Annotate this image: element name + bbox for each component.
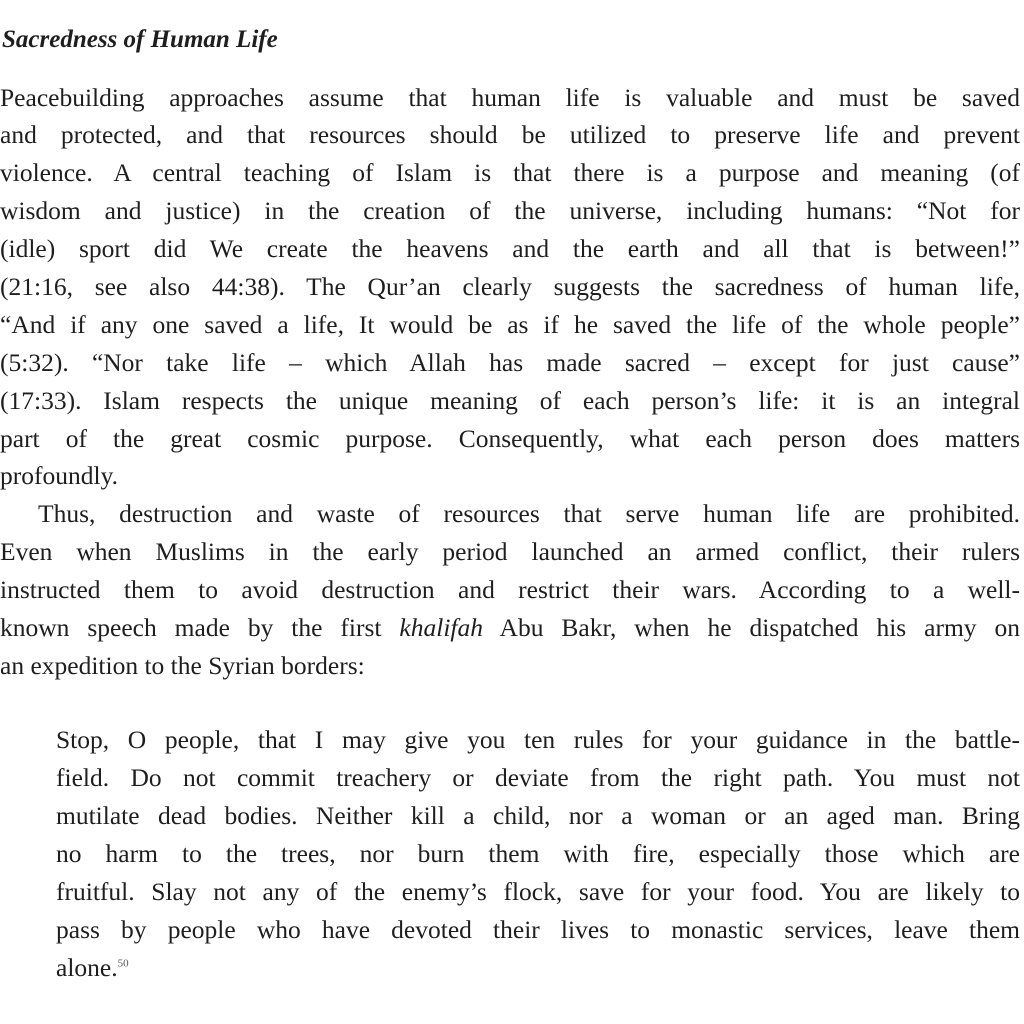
quote-line: field. Do not commit treachery or deviate from the right path. You must not bbox=[56, 763, 1020, 792]
quote-line: no harm to the trees, nor burn them with fire, especially those which are bbox=[56, 839, 1020, 868]
paragraph-line bbox=[0, 609, 1020, 647]
paragraph-line: Even when Muslims in the early period launched an armed conflict, their rulers bbox=[0, 537, 1020, 566]
quote-line: fruitful. Slay not any of the enemy’s flock, save for your food. You are likely to bbox=[56, 877, 1020, 906]
paragraph-line: “And if any one saved a life, It would be as if he saved the life of the whole people” bbox=[0, 310, 1020, 339]
quote-line: pass by people who have devoted their lives to monastic services, leave them bbox=[56, 915, 1020, 944]
paragraph-line: Thus, destruction and waste of resources that serve human life are prohibited. bbox=[38, 499, 1020, 528]
paragraph-line: part of the great cosmic purpose. Consequently, what each person does matters bbox=[0, 424, 1020, 453]
line-text: Abu Bakr, when he dispatched his army on bbox=[483, 613, 1020, 642]
paragraph-line: (5:32). “Nor take life – which Allah has made sacred – except for just cause” bbox=[0, 348, 1020, 377]
paragraph-line: profoundly. bbox=[0, 461, 119, 490]
paragraph-line: (21:16, see also 44:38). The Qur’an clearly suggests the sacredness of human life, bbox=[0, 272, 1020, 301]
section-heading: Sacredness of Human Life bbox=[2, 26, 278, 53]
paragraph-line: wisdom and justice) in the creation of the universe, including humans: “Not for bbox=[0, 196, 1020, 225]
quote-line bbox=[56, 949, 1020, 987]
paragraph-line: (17:33). Islam respects the unique meaning of each person’s life: it is an integral bbox=[0, 386, 1020, 415]
quote-line: Stop, O people, that I may give you ten rules for your guidance in the battle- bbox=[56, 725, 1020, 754]
paragraph-line: (idle) sport did We create the heavens and the earth and all that is between!” bbox=[0, 234, 1020, 263]
paragraph-line: instructed them to avoid destruction and restrict their wars. According to a well- bbox=[0, 575, 1020, 604]
khalifah-term: khalifah bbox=[399, 613, 483, 642]
line-text: known speech made by the first bbox=[0, 613, 400, 642]
paragraph-line: an expedition to the Syrian borders: bbox=[0, 651, 365, 680]
paragraph-line: and protected, and that resources should be utilized to preserve life and prevent bbox=[0, 120, 1020, 149]
paragraph-line: violence. A central teaching of Islam is that there is a purpose and meaning (of bbox=[0, 158, 1020, 187]
quote-line: mutilate dead bodies. Neither kill a child, nor a woman or an aged man. Bring bbox=[56, 801, 1020, 830]
footnote-reference[interactable]: 50 bbox=[117, 957, 129, 970]
line-text: alone. bbox=[56, 953, 118, 982]
paragraph-line: Peacebuilding approaches assume that human life is valuable and must be saved bbox=[0, 83, 1020, 112]
